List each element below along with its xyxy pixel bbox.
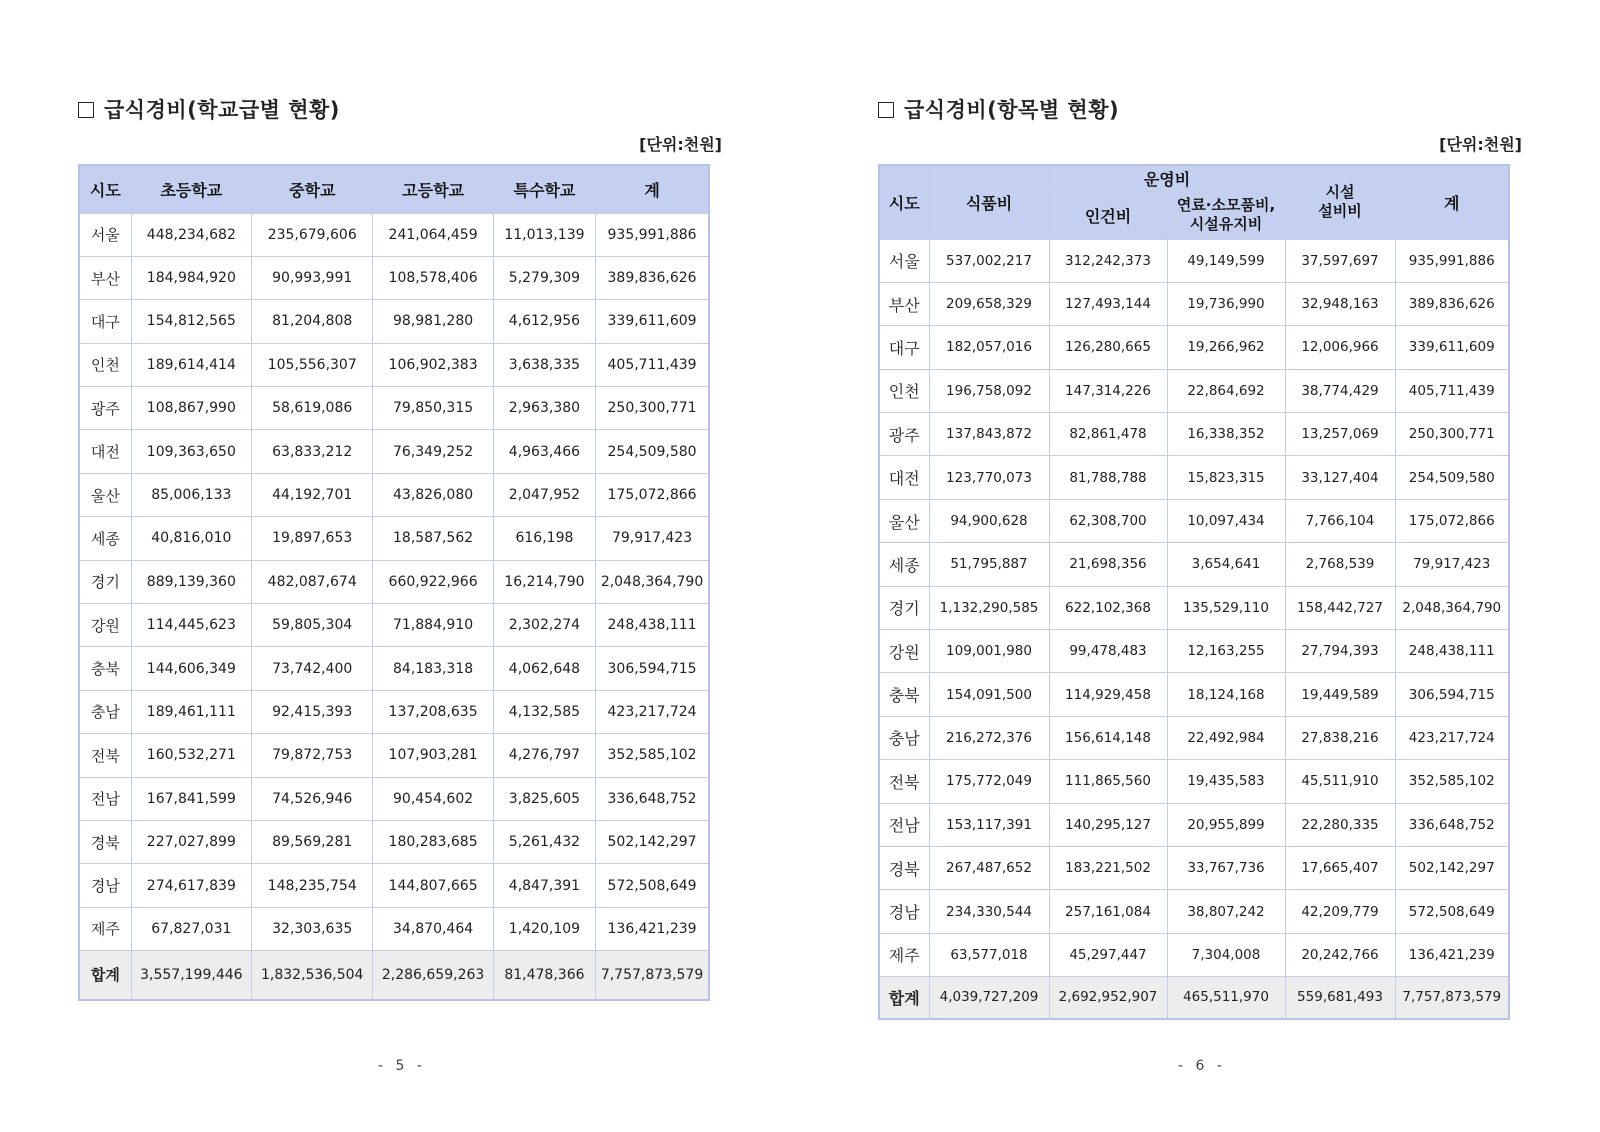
value-cell: 49,149,599 — [1167, 239, 1285, 282]
value-cell: 32,303,635 — [252, 907, 373, 950]
table-row — [79, 820, 709, 863]
value-cell: 154,812,565 — [131, 300, 251, 343]
value-cell: 20,242,766 — [1285, 933, 1395, 976]
value-cell: 40,816,010 — [131, 517, 251, 560]
section-title-left — [78, 94, 340, 124]
value-cell: 336,648,752 — [1395, 803, 1509, 846]
table-row — [79, 777, 709, 820]
total-value-cell: 2,692,952,907 — [1049, 977, 1167, 1019]
value-cell: 7,304,008 — [1167, 933, 1285, 976]
value-cell: 248,438,111 — [1395, 630, 1509, 673]
value-cell: 423,217,724 — [1395, 716, 1509, 759]
table-row — [879, 673, 1509, 716]
value-cell: 12,163,255 — [1167, 630, 1285, 673]
unit-label-left: [단위:천원] — [639, 135, 722, 154]
value-cell: 19,897,653 — [252, 517, 373, 560]
total-value-cell: 3,557,199,446 — [131, 951, 251, 1000]
value-cell: 405,711,439 — [596, 343, 709, 386]
header-facility — [1285, 165, 1395, 239]
total-value-cell: 81,478,366 — [493, 951, 595, 1000]
total-label-cell: 합계 — [79, 951, 131, 1000]
region-cell: 경북 — [879, 846, 929, 889]
header-total: 계 — [596, 165, 709, 213]
value-cell: 2,768,539 — [1285, 543, 1395, 586]
value-cell: 209,658,329 — [929, 282, 1049, 325]
region-cell: 울산 — [879, 499, 929, 542]
value-cell: 114,929,458 — [1049, 673, 1167, 716]
region-cell: 경남 — [879, 890, 929, 933]
value-cell: 3,825,605 — [493, 777, 595, 820]
value-cell: 2,048,364,790 — [596, 560, 709, 603]
value-cell: 90,454,602 — [373, 777, 493, 820]
value-cell: 108,578,406 — [373, 256, 493, 299]
value-cell: 94,900,628 — [929, 499, 1049, 542]
value-cell: 137,843,872 — [929, 413, 1049, 456]
value-cell: 4,847,391 — [493, 864, 595, 907]
value-cell: 4,132,585 — [493, 690, 595, 733]
table-row — [879, 803, 1509, 846]
value-cell: 184,984,920 — [131, 256, 251, 299]
header-elementary: 초등학교 — [131, 165, 251, 213]
value-cell: 140,295,127 — [1049, 803, 1167, 846]
value-cell: 339,611,609 — [596, 300, 709, 343]
value-cell: 3,654,641 — [1167, 543, 1285, 586]
expense-by-item-table — [878, 164, 1510, 1020]
value-cell: 10,097,434 — [1167, 499, 1285, 542]
value-cell: 59,805,304 — [252, 604, 373, 647]
value-cell: 74,526,946 — [252, 777, 373, 820]
value-cell: 175,072,866 — [596, 473, 709, 516]
value-cell: 2,047,952 — [493, 473, 595, 516]
value-cell: 111,865,560 — [1049, 760, 1167, 803]
header-facility-line1: 시설 — [1325, 183, 1355, 202]
region-cell: 대구 — [879, 326, 929, 369]
region-cell: 인천 — [79, 343, 131, 386]
header-region: 시도 — [79, 165, 131, 213]
value-cell: 5,279,309 — [493, 256, 595, 299]
table-row — [879, 760, 1509, 803]
value-cell: 79,850,315 — [373, 387, 493, 430]
total-label-cell: 합계 — [879, 977, 929, 1019]
table-row — [79, 256, 709, 299]
value-cell: 336,648,752 — [596, 777, 709, 820]
value-cell: 105,556,307 — [252, 343, 373, 386]
value-cell: 98,981,280 — [373, 300, 493, 343]
value-cell: 389,836,626 — [596, 256, 709, 299]
region-cell: 경기 — [79, 560, 131, 603]
value-cell: 106,902,383 — [373, 343, 493, 386]
value-cell: 482,087,674 — [252, 560, 373, 603]
value-cell: 127,493,144 — [1049, 282, 1167, 325]
value-cell: 254,509,580 — [596, 430, 709, 473]
value-cell: 76,349,252 — [373, 430, 493, 473]
value-cell: 82,861,478 — [1049, 413, 1167, 456]
table-row — [79, 473, 709, 516]
total-value-cell: 7,757,873,579 — [1395, 977, 1509, 1019]
value-cell: 109,001,980 — [929, 630, 1049, 673]
value-cell: 423,217,724 — [596, 690, 709, 733]
value-cell: 44,192,701 — [252, 473, 373, 516]
header-labor: 인건비 — [1049, 191, 1167, 239]
header-food: 식품비 — [929, 165, 1049, 239]
value-cell: 21,698,356 — [1049, 543, 1167, 586]
table-row — [79, 213, 709, 256]
value-cell: 189,461,111 — [131, 690, 251, 733]
value-cell: 175,072,866 — [1395, 499, 1509, 542]
value-cell: 67,827,031 — [131, 907, 251, 950]
value-cell: 92,415,393 — [252, 690, 373, 733]
section-title-right — [878, 94, 1119, 124]
value-cell: 154,091,500 — [929, 673, 1049, 716]
region-cell: 경기 — [879, 586, 929, 629]
region-cell: 전북 — [879, 760, 929, 803]
table-row — [879, 239, 1509, 282]
region-cell: 세종 — [879, 543, 929, 586]
value-cell: 448,234,682 — [131, 213, 251, 256]
table-row — [879, 890, 1509, 933]
region-cell: 부산 — [79, 256, 131, 299]
value-cell: 58,619,086 — [252, 387, 373, 430]
table-row — [79, 604, 709, 647]
expense-by-school-level-table — [78, 164, 710, 1001]
value-cell: 4,963,466 — [493, 430, 595, 473]
total-row — [79, 951, 709, 1000]
section-title-text: 급식경비(학교급별 현황) — [104, 98, 340, 122]
value-cell: 1,420,109 — [493, 907, 595, 950]
header-operation: 운영비 — [1049, 165, 1285, 191]
region-cell: 광주 — [79, 387, 131, 430]
header-fuel — [1167, 191, 1285, 239]
value-cell: 144,606,349 — [131, 647, 251, 690]
value-cell: 216,272,376 — [929, 716, 1049, 759]
region-cell: 충북 — [879, 673, 929, 716]
value-cell: 27,838,216 — [1285, 716, 1395, 759]
value-cell: 160,532,271 — [131, 734, 251, 777]
checkbox-square-icon — [78, 102, 94, 118]
value-cell: 37,597,697 — [1285, 239, 1395, 282]
value-cell: 389,836,626 — [1395, 282, 1509, 325]
region-cell: 서울 — [879, 239, 929, 282]
value-cell: 45,297,447 — [1049, 933, 1167, 976]
table-row — [879, 282, 1509, 325]
value-cell: 189,614,414 — [131, 343, 251, 386]
value-cell: 22,492,984 — [1167, 716, 1285, 759]
value-cell: 622,102,368 — [1049, 586, 1167, 629]
header-special: 특수학교 — [493, 165, 595, 213]
table-row — [879, 630, 1509, 673]
value-cell: 114,445,623 — [131, 604, 251, 647]
value-cell: 84,183,318 — [373, 647, 493, 690]
value-cell: 254,509,580 — [1395, 456, 1509, 499]
value-cell: 126,280,665 — [1049, 326, 1167, 369]
value-cell: 183,221,502 — [1049, 846, 1167, 889]
header-fuel-line2: 시설유지비 — [1189, 215, 1263, 233]
value-cell: 2,963,380 — [493, 387, 595, 430]
total-value-cell: 4,039,727,209 — [929, 977, 1049, 1019]
value-cell: 248,438,111 — [596, 604, 709, 647]
region-cell: 전남 — [79, 777, 131, 820]
value-cell: 33,127,404 — [1285, 456, 1395, 499]
table-row — [79, 430, 709, 473]
value-cell: 312,242,373 — [1049, 239, 1167, 282]
region-cell: 전북 — [79, 734, 131, 777]
value-cell: 18,124,168 — [1167, 673, 1285, 716]
table-row — [879, 586, 1509, 629]
value-cell: 136,421,239 — [596, 907, 709, 950]
total-value-cell: 1,832,536,504 — [252, 951, 373, 1000]
value-cell: 45,511,910 — [1285, 760, 1395, 803]
region-cell: 대구 — [79, 300, 131, 343]
table-row — [79, 690, 709, 733]
value-cell: 22,864,692 — [1167, 369, 1285, 412]
value-cell: 7,766,104 — [1285, 499, 1395, 542]
value-cell: 63,833,212 — [252, 430, 373, 473]
region-cell: 전남 — [879, 803, 929, 846]
value-cell: 572,508,649 — [1395, 890, 1509, 933]
value-cell: 99,478,483 — [1049, 630, 1167, 673]
value-cell: 257,161,084 — [1049, 890, 1167, 933]
value-cell: 38,774,429 — [1285, 369, 1395, 412]
region-cell: 충북 — [79, 647, 131, 690]
value-cell: 175,772,049 — [929, 760, 1049, 803]
table-row — [879, 933, 1509, 976]
header-high: 고등학교 — [373, 165, 493, 213]
value-cell: 19,266,962 — [1167, 326, 1285, 369]
table-row — [879, 716, 1509, 759]
value-cell: 241,064,459 — [373, 213, 493, 256]
region-cell: 대전 — [879, 456, 929, 499]
value-cell: 81,204,808 — [252, 300, 373, 343]
value-cell: 51,795,887 — [929, 543, 1049, 586]
region-cell: 강원 — [879, 630, 929, 673]
table-row — [879, 456, 1509, 499]
value-cell: 196,758,092 — [929, 369, 1049, 412]
table-row — [79, 517, 709, 560]
value-cell: 234,330,544 — [929, 890, 1049, 933]
value-cell: 158,442,727 — [1285, 586, 1395, 629]
table-header-row — [79, 165, 709, 213]
value-cell: 1,132,290,585 — [929, 586, 1049, 629]
value-cell: 352,585,102 — [596, 734, 709, 777]
table-row — [879, 846, 1509, 889]
section-title-text: 급식경비(항목별 현황) — [904, 98, 1120, 122]
value-cell: 107,903,281 — [373, 734, 493, 777]
value-cell: 537,002,217 — [929, 239, 1049, 282]
value-cell: 43,826,080 — [373, 473, 493, 516]
value-cell: 935,991,886 — [1395, 239, 1509, 282]
region-cell: 충남 — [879, 716, 929, 759]
value-cell: 85,006,133 — [131, 473, 251, 516]
value-cell: 15,823,315 — [1167, 456, 1285, 499]
value-cell: 12,006,966 — [1285, 326, 1395, 369]
value-cell: 250,300,771 — [596, 387, 709, 430]
value-cell: 42,209,779 — [1285, 890, 1395, 933]
value-cell: 73,742,400 — [252, 647, 373, 690]
value-cell: 2,302,274 — [493, 604, 595, 647]
value-cell: 33,767,736 — [1167, 846, 1285, 889]
value-cell: 79,917,423 — [596, 517, 709, 560]
value-cell: 235,679,606 — [252, 213, 373, 256]
total-value-cell: 2,286,659,263 — [373, 951, 493, 1000]
value-cell: 20,955,899 — [1167, 803, 1285, 846]
value-cell: 3,638,335 — [493, 343, 595, 386]
unit-label-right: [단위:천원] — [1439, 135, 1522, 154]
value-cell: 79,917,423 — [1395, 543, 1509, 586]
value-cell: 123,770,073 — [929, 456, 1049, 499]
value-cell: 34,870,464 — [373, 907, 493, 950]
value-cell: 27,794,393 — [1285, 630, 1395, 673]
value-cell: 405,711,439 — [1395, 369, 1509, 412]
value-cell: 227,027,899 — [131, 820, 251, 863]
value-cell: 167,841,599 — [131, 777, 251, 820]
header-region: 시도 — [879, 165, 929, 239]
value-cell: 660,922,966 — [373, 560, 493, 603]
value-cell: 136,421,239 — [1395, 933, 1509, 976]
table-row — [79, 907, 709, 950]
value-cell: 16,214,790 — [493, 560, 595, 603]
region-cell: 서울 — [79, 213, 131, 256]
table-row — [879, 326, 1509, 369]
value-cell: 502,142,297 — [596, 820, 709, 863]
value-cell: 19,449,589 — [1285, 673, 1395, 716]
value-cell: 79,872,753 — [252, 734, 373, 777]
header-middle: 중학교 — [252, 165, 373, 213]
value-cell: 89,569,281 — [252, 820, 373, 863]
total-row — [879, 977, 1509, 1019]
total-value-cell: 7,757,873,579 — [596, 951, 709, 1000]
value-cell: 339,611,609 — [1395, 326, 1509, 369]
region-cell: 광주 — [879, 413, 929, 456]
value-cell: 63,577,018 — [929, 933, 1049, 976]
value-cell: 306,594,715 — [1395, 673, 1509, 716]
value-cell: 250,300,771 — [1395, 413, 1509, 456]
table-row — [79, 560, 709, 603]
value-cell: 135,529,110 — [1167, 586, 1285, 629]
table-row — [879, 413, 1509, 456]
value-cell: 18,587,562 — [373, 517, 493, 560]
region-cell: 충남 — [79, 690, 131, 733]
value-cell: 148,235,754 — [252, 864, 373, 907]
value-cell: 17,665,407 — [1285, 846, 1395, 889]
value-cell: 572,508,649 — [596, 864, 709, 907]
region-cell: 경북 — [79, 820, 131, 863]
value-cell: 144,807,665 — [373, 864, 493, 907]
table-header-row — [879, 165, 1509, 191]
region-cell: 제주 — [879, 933, 929, 976]
value-cell: 71,884,910 — [373, 604, 493, 647]
value-cell: 502,142,297 — [1395, 846, 1509, 889]
value-cell: 11,013,139 — [493, 213, 595, 256]
value-cell: 153,117,391 — [929, 803, 1049, 846]
value-cell: 616,198 — [493, 517, 595, 560]
value-cell: 4,062,648 — [493, 647, 595, 690]
total-value-cell: 559,681,493 — [1285, 977, 1395, 1019]
value-cell: 81,788,788 — [1049, 456, 1167, 499]
value-cell: 22,280,335 — [1285, 803, 1395, 846]
table-row — [79, 647, 709, 690]
region-cell: 울산 — [79, 473, 131, 516]
header-total: 계 — [1395, 165, 1509, 239]
value-cell: 90,993,991 — [252, 256, 373, 299]
table-row — [79, 387, 709, 430]
value-cell: 147,314,226 — [1049, 369, 1167, 412]
value-cell: 182,057,016 — [929, 326, 1049, 369]
value-cell: 137,208,635 — [373, 690, 493, 733]
value-cell: 5,261,432 — [493, 820, 595, 863]
table-row — [879, 543, 1509, 586]
value-cell: 935,991,886 — [596, 213, 709, 256]
table-row — [79, 343, 709, 386]
region-cell: 대전 — [79, 430, 131, 473]
value-cell: 352,585,102 — [1395, 760, 1509, 803]
page-number-left: - 5 - — [378, 1058, 426, 1074]
table-row — [879, 369, 1509, 412]
value-cell: 108,867,990 — [131, 387, 251, 430]
value-cell: 13,257,069 — [1285, 413, 1395, 456]
table-row — [79, 300, 709, 343]
value-cell: 267,487,652 — [929, 846, 1049, 889]
page-number-right: - 6 - — [1178, 1058, 1226, 1074]
table-row — [79, 734, 709, 777]
value-cell: 16,338,352 — [1167, 413, 1285, 456]
table-row — [79, 864, 709, 907]
value-cell: 4,276,797 — [493, 734, 595, 777]
value-cell: 62,308,700 — [1049, 499, 1167, 542]
header-fuel-line1: 연료·소모품비, — [1176, 196, 1276, 214]
region-cell: 제주 — [79, 907, 131, 950]
value-cell: 109,363,650 — [131, 430, 251, 473]
value-cell: 38,807,242 — [1167, 890, 1285, 933]
checkbox-square-icon — [878, 102, 894, 118]
region-cell: 강원 — [79, 604, 131, 647]
total-value-cell: 465,511,970 — [1167, 977, 1285, 1019]
value-cell: 180,283,685 — [373, 820, 493, 863]
table-row — [879, 499, 1509, 542]
value-cell: 4,612,956 — [493, 300, 595, 343]
value-cell: 19,736,990 — [1167, 282, 1285, 325]
header-facility-line2: 설비비 — [1318, 202, 1362, 221]
value-cell: 2,048,364,790 — [1395, 586, 1509, 629]
value-cell: 306,594,715 — [596, 647, 709, 690]
region-cell: 인천 — [879, 369, 929, 412]
region-cell: 세종 — [79, 517, 131, 560]
value-cell: 274,617,839 — [131, 864, 251, 907]
value-cell: 889,139,360 — [131, 560, 251, 603]
value-cell: 19,435,583 — [1167, 760, 1285, 803]
region-cell: 경남 — [79, 864, 131, 907]
value-cell: 156,614,148 — [1049, 716, 1167, 759]
value-cell: 32,948,163 — [1285, 282, 1395, 325]
region-cell: 부산 — [879, 282, 929, 325]
